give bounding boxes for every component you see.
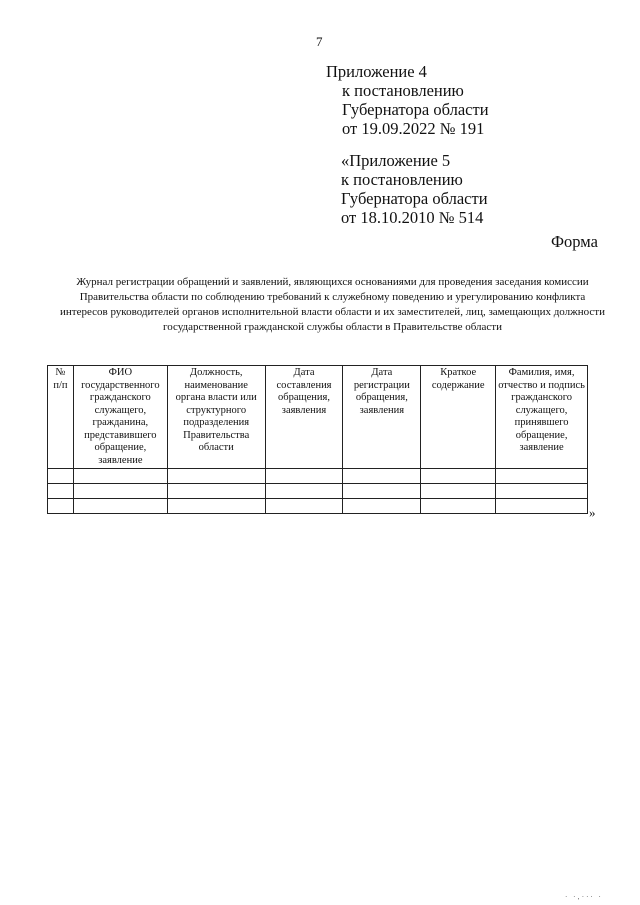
header-position: Должность, наименование органа власти или структурного подразделения Правительства области [167,366,265,469]
header-fio: ФИО государственного гражданского служащего, гражданина, представившего обращение, заявление [73,366,167,469]
appendix-original-title: «Приложение 5 [341,151,451,170]
journal-title: Журнал регистрации обращений и заявлений, являющихся основаниями для проведения заседания комиссии Правительства области по соблюдению требований к служебному поведению и урегулированию конфликта интересов руководителей органов исполнительной власти области и их заместителей, лиц, замещающих должности государственной гражданской службы области в Правительстве области [60,276,605,333]
header-date-compiled: Дата составления обращения, заявления [265,366,343,469]
table-cell [421,499,496,514]
appendix-original-date: от 18.10.2010 № 514 [341,208,484,227]
table-cell [265,484,343,499]
table-cell [167,469,265,484]
table-cell [265,499,343,514]
appendix-current-line: Губернатора области [342,100,489,119]
table-cell [48,484,74,499]
closing-quote: » [589,505,596,520]
journal-table [47,365,588,514]
page-number: 7 [316,34,323,49]
appendix-current-title: Приложение 4 [326,62,427,81]
table-cell [265,469,343,484]
appendix-original-line: Губернатора области [341,189,488,208]
table-cell [496,484,588,499]
table-cell [496,499,588,514]
table-cell [421,469,496,484]
appendix-original-block [341,151,488,227]
table-cell [73,499,167,514]
table-cell [167,499,265,514]
table-cell [496,469,588,484]
table-row [48,499,588,514]
table-row [48,469,588,484]
scan-artifact: · ·‚··· · [565,893,603,901]
appendix-current-line: к постановлению [342,81,464,100]
table-cell [421,484,496,499]
table-header-row [48,366,588,469]
table-cell [343,499,421,514]
header-date-registered: Дата регистрации обращения, заявления [343,366,421,469]
appendix-current-block [326,62,489,138]
table-cell [167,484,265,499]
appendix-original-line: к постановлению [341,170,463,189]
table-row [48,484,588,499]
table-cell [343,484,421,499]
table-cell [48,469,74,484]
table-cell [73,469,167,484]
form-label: Форма [551,232,598,251]
header-summary: Краткое содержание [421,366,496,469]
appendix-current-date: от 19.09.2022 № 191 [342,119,485,138]
table-cell [343,469,421,484]
table-cell [48,499,74,514]
table-cell [73,484,167,499]
header-receiver: Фамилия, имя, отчество и подпись гражданского служащего, принявшего обращение, заявление [496,366,588,469]
header-number: № п/п [48,366,74,469]
